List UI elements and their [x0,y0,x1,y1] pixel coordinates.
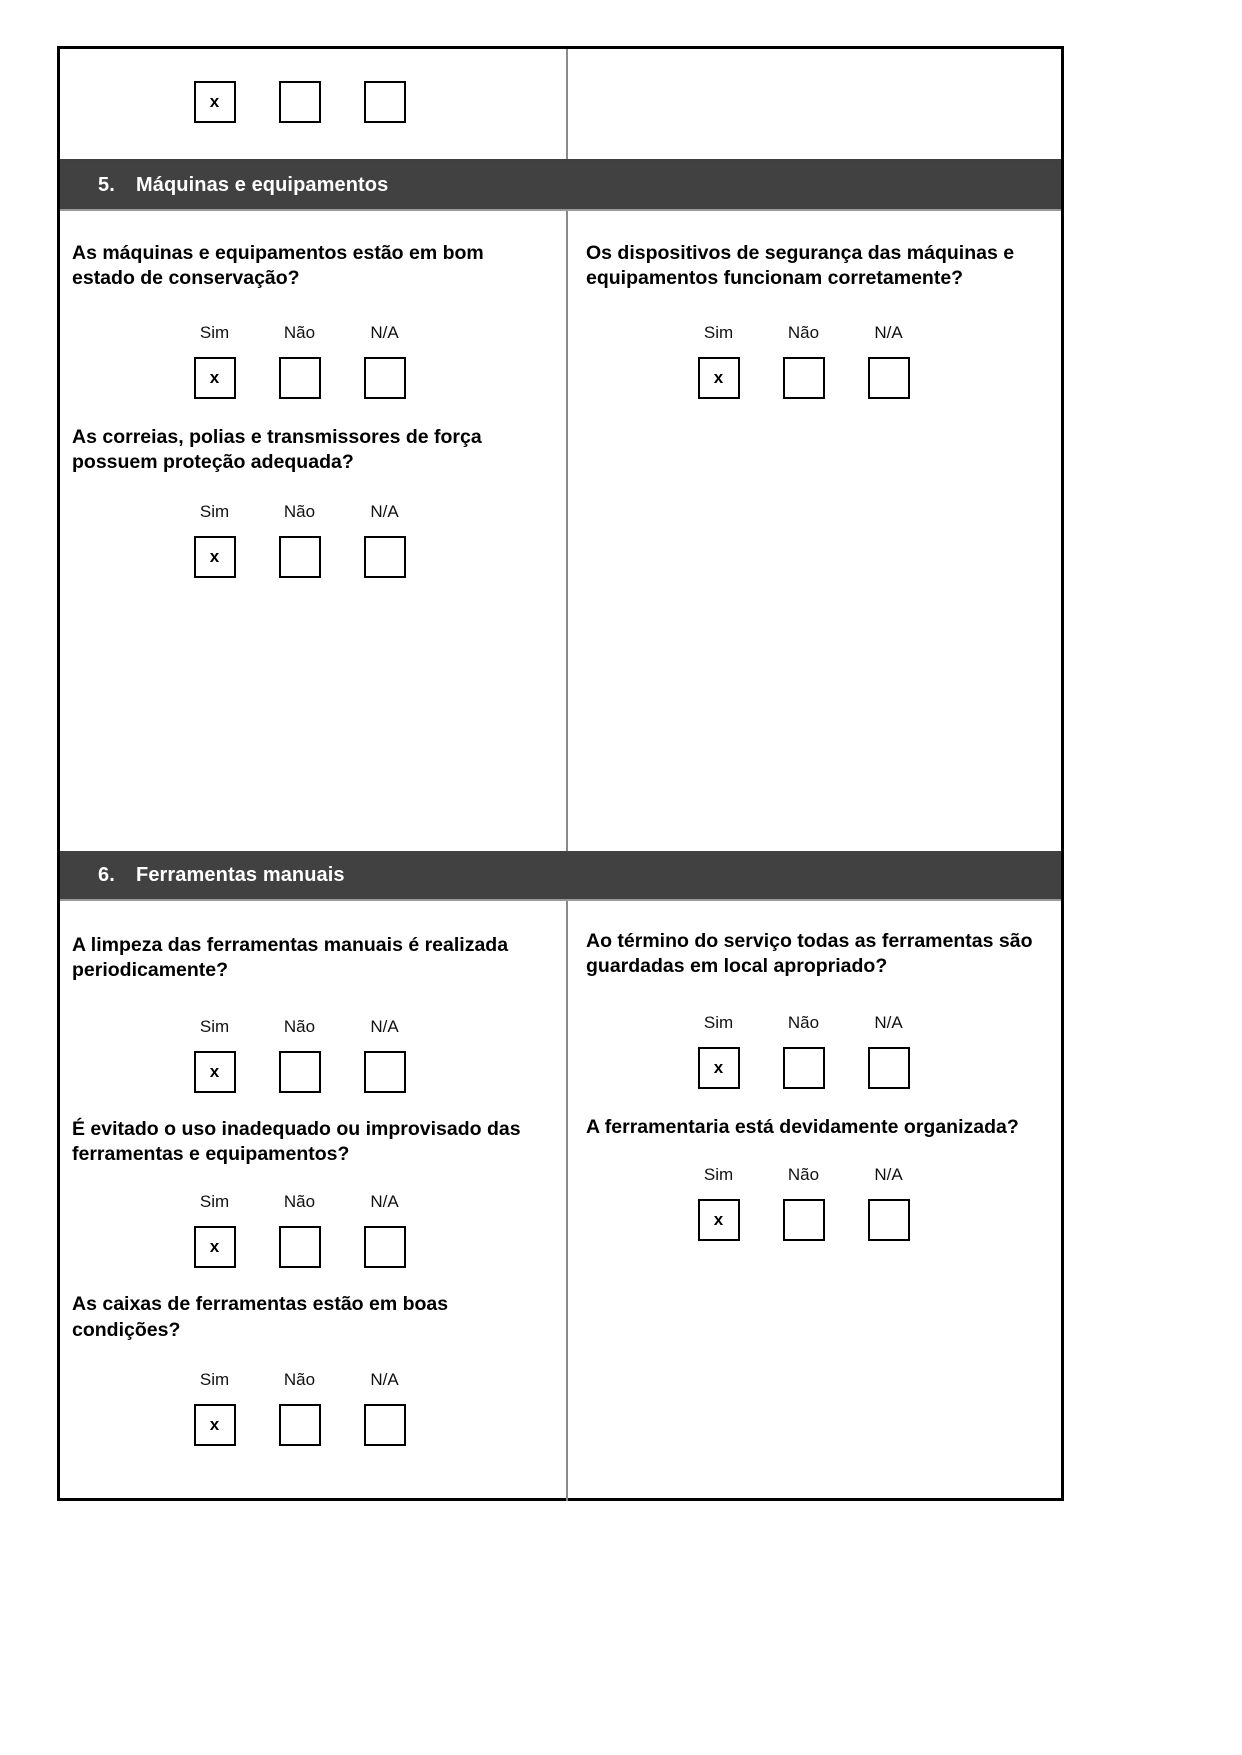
option-label-nao: Não [283,502,316,522]
option-na[interactable] [846,1166,931,1241]
section-number-5: 5. [98,173,115,196]
option-label-nao: Não [283,1192,316,1212]
checkbox-na[interactable] [364,1404,406,1446]
question-block [72,901,552,1093]
checkbox-nao[interactable] [279,536,321,578]
checkbox-nao[interactable] [279,1051,321,1093]
section-5-right-column [568,211,1061,851]
checkbox-na[interactable] [364,1051,406,1093]
option-nao[interactable] [761,324,846,399]
section-5-body [60,211,1061,851]
orphan-strip-left-cell [60,49,568,159]
option-sim[interactable] [172,1371,257,1446]
checkbox-na[interactable] [868,357,910,399]
option-na[interactable] [846,1014,931,1089]
option-label-nao: Não [787,1165,820,1185]
option-na[interactable] [342,324,427,399]
question-text: As caixas de ferramentas estão em boas condições? [72,1293,449,1341]
option-label-sim: Sim [199,1192,230,1212]
checklist-page [57,46,1064,1501]
option-na[interactable] [342,1371,427,1446]
option-sim[interactable] [676,1014,761,1089]
option-label-sim: Sim [703,322,734,342]
option-nao[interactable] [257,81,342,123]
checkbox-sim[interactable]: x [194,1226,236,1268]
option-nao[interactable] [761,1014,846,1089]
checkbox-nao[interactable] [279,81,321,123]
option-sim[interactable] [676,324,761,399]
answer-options[interactable] [676,1014,1045,1089]
question-block [72,211,552,399]
option-na[interactable] [342,1193,427,1268]
checkbox-sim[interactable]: x [194,357,236,399]
option-label-na: N/A [370,502,399,522]
question-text: A limpeza das ferramentas manuais é realizada periodicamente? [72,934,509,982]
option-label-sim: Sim [703,1012,734,1032]
option-label-na: N/A [370,322,399,342]
answer-options[interactable] [172,503,552,578]
orphan-answer-strip [60,49,1061,161]
question-block [72,1268,552,1446]
question-text: As máquinas e equipamentos estão em bom estado de conservação? [72,242,484,290]
checkbox-nao[interactable] [279,1404,321,1446]
section-title-6: Ferramentas manuais [136,863,345,886]
section-5-left-column [60,211,568,851]
option-label-na: N/A [874,322,903,342]
section-title-5: Máquinas e equipamentos [136,173,389,196]
option-na[interactable] [846,324,931,399]
option-label-sim: Sim [199,322,230,342]
option-na[interactable] [342,1018,427,1093]
section-header-6 [60,851,1061,901]
option-label-sim: Sim [703,1165,734,1185]
option-na[interactable] [342,81,427,123]
checkbox-nao[interactable] [783,1047,825,1089]
answer-options[interactable] [676,1166,1045,1241]
question-text: Ao término do serviço todas as ferramentas são guardadas em local apropriado? [586,930,1033,978]
section-6-left-column [60,901,568,1501]
checkbox-na[interactable] [364,1226,406,1268]
option-sim[interactable] [172,324,257,399]
option-nao[interactable] [257,1193,342,1268]
question-block [586,901,1045,1089]
option-na[interactable] [342,503,427,578]
orphan-strip-right-cell [568,49,1061,159]
option-nao[interactable] [257,503,342,578]
question-text: As correias, polias e transmissores de força possuem proteção adequada? [72,425,482,474]
checkbox-na[interactable] [868,1199,910,1241]
answer-options[interactable] [172,324,552,399]
checkbox-sim[interactable]: x [698,1199,740,1241]
question-block [72,399,552,579]
answer-options[interactable] [172,1193,552,1268]
section-number-6: 6. [98,863,115,886]
checkbox-sim[interactable]: x [194,536,236,578]
option-label-na: N/A [874,1012,903,1032]
option-label-na: N/A [370,1192,399,1212]
option-label-sim: Sim [199,502,230,522]
section-6-body [60,901,1061,1501]
option-label-sim: Sim [199,1370,230,1390]
option-nao[interactable] [257,1371,342,1446]
checkbox-nao[interactable] [783,1199,825,1241]
section-6-right-column [568,901,1061,1501]
option-sim[interactable] [172,81,257,123]
option-sim[interactable] [172,1193,257,1268]
orphan-answer-options[interactable] [172,81,552,123]
option-label-nao: Não [283,322,316,342]
checkbox-sim[interactable]: x [194,1051,236,1093]
checkbox-sim[interactable]: x [194,1404,236,1446]
checkbox-na[interactable] [364,357,406,399]
section-header-5 [60,161,1061,211]
option-nao[interactable] [257,324,342,399]
option-label-nao: Não [787,322,820,342]
checkbox-nao[interactable] [279,1226,321,1268]
option-label-nao: Não [283,1016,316,1036]
option-sim[interactable] [676,1166,761,1241]
option-label-na: N/A [874,1165,903,1185]
question-block [586,211,1045,399]
option-label-sim: Sim [199,1016,230,1036]
checkbox-sim[interactable]: x [194,81,236,123]
checkbox-nao[interactable] [783,357,825,399]
checkbox-sim[interactable]: x [698,1047,740,1089]
answer-options[interactable] [172,1371,552,1446]
option-label-na: N/A [370,1016,399,1036]
question-text: Os dispositivos de segurança das máquinas e equipamentos funcionam corretamente? [586,242,1015,290]
answer-options[interactable] [676,324,1045,399]
checkbox-nao[interactable] [279,357,321,399]
question-block [72,1093,552,1269]
option-nao[interactable] [257,1018,342,1093]
checkbox-na[interactable] [364,536,406,578]
checkbox-na[interactable] [868,1047,910,1089]
question-block [586,1089,1045,1241]
option-label-na: N/A [370,1370,399,1390]
checkbox-na[interactable] [364,81,406,123]
question-text: É evitado o uso inadequado ou improvisado das ferramentas e equipamentos? [72,1117,521,1166]
option-nao[interactable] [761,1166,846,1241]
option-sim[interactable] [172,1018,257,1093]
answer-options[interactable] [172,1018,552,1093]
question-text: A ferramentaria está devidamente organizada? [586,1115,1019,1138]
checkbox-sim[interactable]: x [698,357,740,399]
option-label-nao: Não [283,1370,316,1390]
option-sim[interactable] [172,503,257,578]
option-label-nao: Não [787,1012,820,1032]
